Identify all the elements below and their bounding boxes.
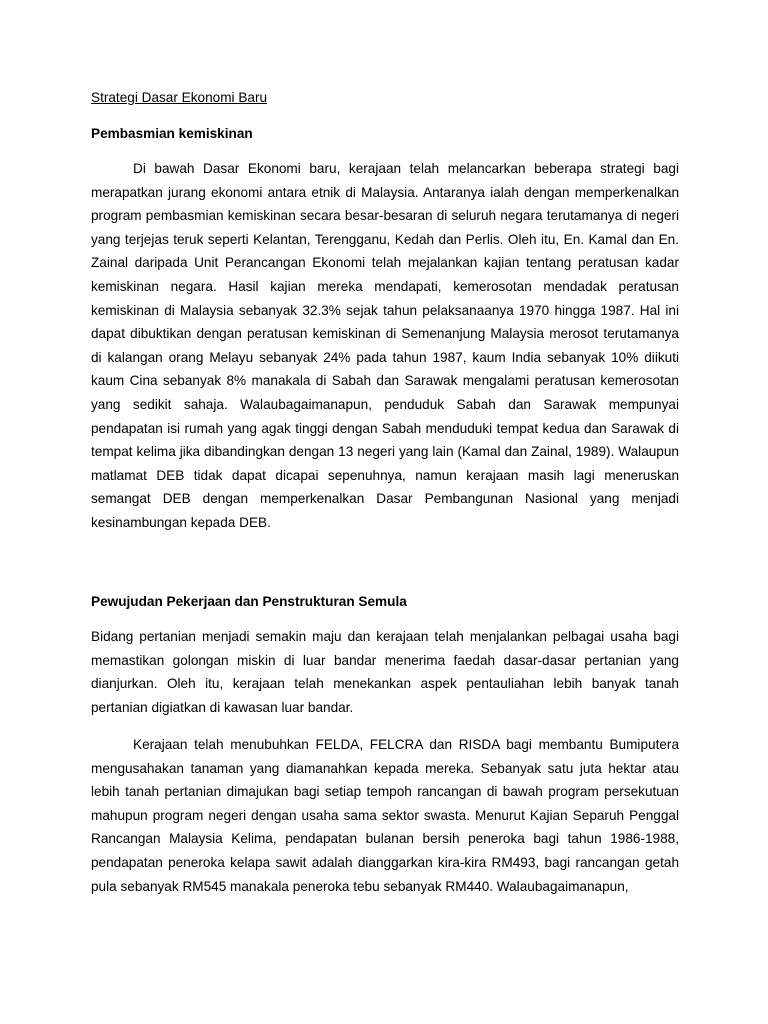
paragraph-bidang-pertanian: Bidang pertanian menjadi semakin maju dan kerajaan telah menjalankan pelbagai usaha bagi memastikan golongan miskin di luar bandar menerima faedah dasar-dasar pertanian yang dianjurkan. Oleh itu, kerajaan telah menekankan aspek pentauliahan lebih banyak tanah pertanian digiatkan di kawasan luar bandar.: [91, 629, 679, 715]
section-heading-pewujudan-pekerjaan: Pewujudan Pekerjaan dan Penstrukturan Semula: [91, 594, 407, 609]
section-heading-pembasmian-kemiskinan: Pembasmian kemiskinan: [91, 126, 253, 141]
paragraph-felda-felcra-risda: Kerajaan telah menubuhkan FELDA, FELCRA dan RISDA bagi membantu Bumiputera mengusahakan tanaman yang diamanahkan kepada mereka. Sebanyak satu juta hektar atau lebih tanah pertanian dimajukan bagi setiap tempoh rancangan di bawah program persekutuan mahupun program negeri dengan usaha sama sektor swasta. Menurut Kajian Separuh Penggal Rancangan Malaysia Kelima, pendapatan bulanan bersih peneroka bagi tahun 1986-1988, pendapatan peneroka kelapa sawit adalah dianggarkan kira-kira RM493, bagi rancangan getah pula sebanyak RM545 manakala peneroka tebu sebanyak RM440. Walaubagaimanapun,: [91, 737, 679, 894]
document-title: Strategi Dasar Ekonomi Baru: [91, 90, 268, 105]
paragraph-pembasmian-kemiskinan: Di bawah Dasar Ekonomi baru, kerajaan telah melancarkan beberapa strategi bagi merapatkan jurang ekonomi antara etnik di Malaysia. Antaranya ialah dengan memperkenalkan program pembasmian kemiskinan secara besar-besaran di seluruh negara terutamanya di negeri yang terjejas teruk seperti Kelantan, Terengganu, Kedah dan Perlis. Oleh itu, En. Kamal dan En. Zainal daripada Unit Perancangan Ekonomi telah mejalankan kajian tentang peratusan kadar kemiskinan negara. Hasil kajian mereka mendapati, kemerosotan mendadak peratusan kemiskinan di Malaysia sebanyak 32.3% sejak tahun pelaksanaanya 1970 hingga 1987. Hal ini dapat dibuktikan dengan peratusan kemiskinan di Semenanjung Malaysia merosot terutamanya di kalangan orang Melayu sebanyak 24% pada tahun 1987, kaum India sebanyak 10% diikuti kaum Cina sebanyak 8% manakala di Sabah dan Sarawak mengalami peratusan kemerosotan yang sedikit sahaja. Walaubagaimanapun, penduduk Sabah dan Sarawak mempunyai pendapatan isi rumah yang agak tinggi dengan Sabah menduduki tempat kedua dan Sarawak di tempat kelima jika dibandingkan dengan 13 negeri yang lain (Kamal dan Zainal, 1989). Walaupun matlamat DEB tidak dapat dicapai sepenuhnya, namun kerajaan masih lagi meneruskan semangat DEB dengan memperkenalkan Dasar Pembangunan Nasional yang menjadi kesinambungan kepada DEB.: [91, 161, 679, 530]
